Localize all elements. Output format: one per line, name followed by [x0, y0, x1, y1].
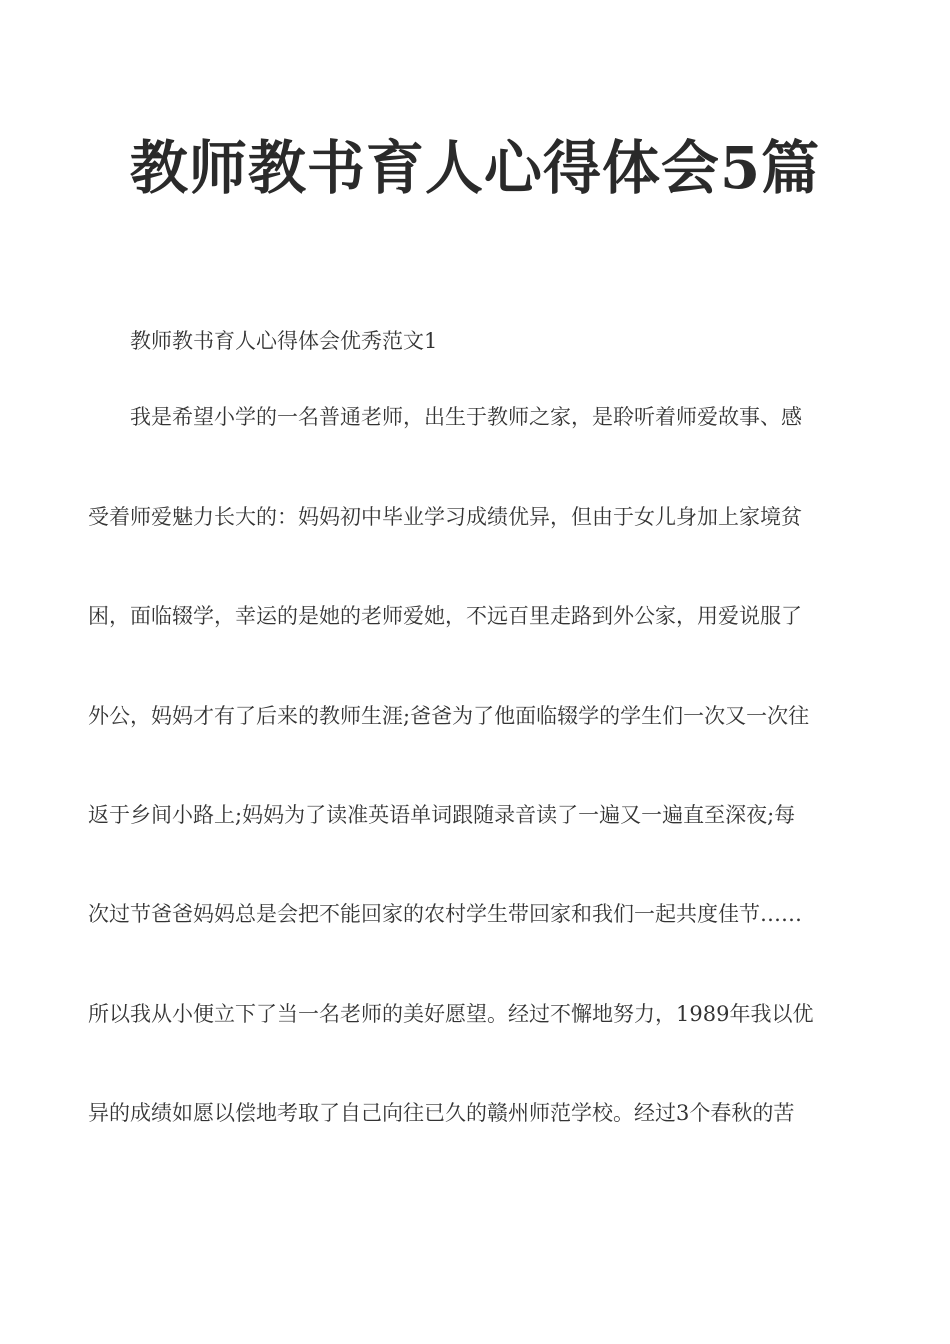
section-heading: 教师教书育人心得体会优秀范文1	[130, 329, 438, 353]
paragraph-line-1: 我是希望小学的一名普通老师，出生于教师之家，是聆听着师爱故事、感	[130, 405, 802, 429]
paragraph-line-3: 困，面临辍学，幸运的是她的老师爱她，不远百里走路到外公家，用爱说服了	[88, 604, 802, 628]
paragraph-line-2: 受着师爱魅力长大的：妈妈初中毕业学习成绩优异，但由于女儿身加上家境贫	[88, 505, 802, 529]
paragraph-line-4: 外公，妈妈才有了后来的教师生涯;爸爸为了他面临辍学的学生们一次又一次往	[88, 704, 810, 728]
paragraph-line-7: 所以我从小便立下了当一名老师的美好愿望。经过不懈地努力，1989年我以优	[88, 1002, 814, 1026]
document-title: 教师教书育人心得体会5篇	[129, 134, 821, 202]
paragraph-line-6: 次过节爸爸妈妈总是会把不能回家的农村学生带回家和我们一起共度佳节……	[88, 902, 802, 926]
paragraph-line-5: 返于乡间小路上;妈妈为了读准英语单词跟随录音读了一遍又一遍直至深夜;每	[88, 803, 796, 827]
paragraph-line-8: 异的成绩如愿以偿地考取了自己向往已久的赣州师范学校。经过3个春秋的苦	[88, 1101, 795, 1125]
